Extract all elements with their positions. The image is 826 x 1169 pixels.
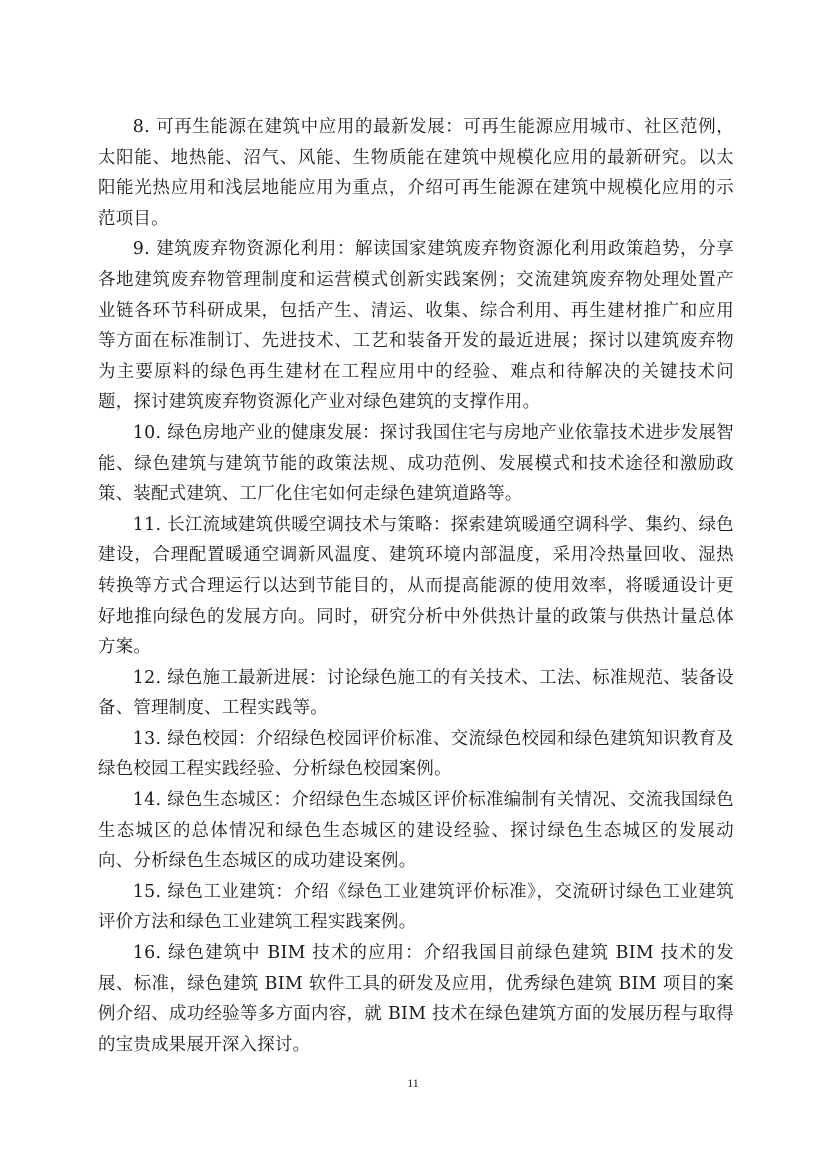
paragraph-item-14: 14. 绿色生态城区：介绍绿色生态城区评价标准编制有关情况、交流我国绿色生态城区的总体情况和绿色生态城区的建设经验、探讨绿色生态城区的发展动向、分析绿色生态城区的成功建设案例。 [98,790,734,872]
paragraph-item-8: 8. 可再生能源在建筑中应用的最新发展：可再生能源应用城市、社区范例，太阳能、地热能、沼气、风能、生物质能在建筑中规模化应用的最新研究。以太阳能光热应用和浅层地能应用为重点，介绍可再生能源在建筑中规模化应用的示范项目。 [98,117,734,229]
document-body [98,112,734,1060]
paragraph-item-15: 15. 绿色工业建筑：介绍《绿色工业建筑评价标准》，交流研讨绿色工业建筑评价方法和绿色工业建筑工程实践案例。 [98,881,734,933]
paragraph-item-10: 10. 绿色房地产业的健康发展：探讨我国住宅与房地产业依靠技术进步发展智能、绿色建筑与建筑节能的政策法规、成功范例、发展模式和技术途径和激励政策、装配式建筑、工厂化住宅如何走绿色建筑道路等。 [98,422,734,505]
page-number: 11 [407,1076,419,1090]
paragraph-item-13: 13. 绿色校园：介绍绿色校园评价标准、交流绿色校园和绿色建筑知识教育及绿色校园工程实践经验、分析绿色校园案例。 [98,728,734,780]
paragraph-item-11: 11. 长江流域建筑供暖空调技术与策略：探索建筑暖通空调科学、集约、绿色建设，合理配置暖通空调新风温度、建筑环境内部温度，采用冷热量回收、湿热转换等方式合理运行以达到节能目的，从而提高能源的使用效率，将暖通设计更好地推向绿色的发展方向。同时，研究分析中外供热计量的政策与供热计量总体方案。 [98,514,734,658]
paragraph-item-12: 12. 绿色施工最新进展：讨论绿色施工的有关技术、工法、标准规范、装备设备、管理制度、工程实践等。 [98,667,734,719]
paragraph-item-9: 9. 建筑废弃物资源化利用：解读国家建筑废弃物资源化利用政策趋势，分享各地建筑废弃物管理制度和运营模式创新实践案例；交流建筑废弃物处理处置产业链各环节科研成果，包括产生、清运、收集、综合利用、再生建材推广和应用等方面在标准制订、先进技术、工艺和装备开发的最近进展；探讨以建筑废弃物为主要原料的绿色再生建材在工程应用中的经验、难点和待解决的关键技术问题，探讨建筑废弃物资源化产业对绿色建筑的支撑作用。 [98,239,734,413]
paragraph-item-16: 16. 绿色建筑中 BIM 技术的应用：介绍我国目前绿色建筑 BIM 技术的发展、标准，绿色建筑 BIM 软件工具的研发及应用，优秀绿色建筑 BIM 项目的案例介绍、成功经验等多方面内容，就 BIM 技术在绿色建筑方面的发展历程与取得的宝贵成果展开深入探讨。 [98,943,734,1055]
